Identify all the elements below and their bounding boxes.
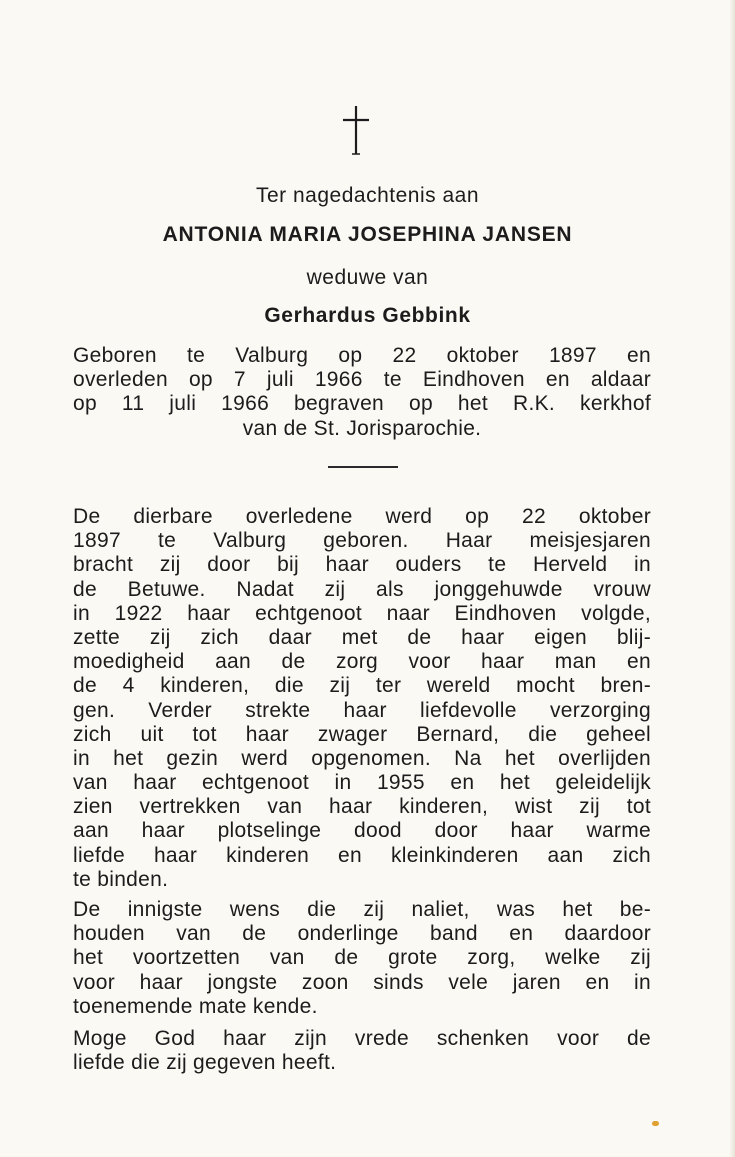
paragraph-line: gen. Verder strekte haar liefdevolle verzorging: [73, 698, 651, 722]
paragraph-line: zich uit tot haar zwager Bernard, die geheel: [73, 722, 651, 746]
paragraph-line: 1897 te Valburg geboren. Haar meisjesjaren: [73, 529, 651, 553]
birth-death-block: [73, 344, 651, 441]
biography-paragraph-1: [73, 505, 651, 892]
deceased-name: ANTONIA MARIA JOSEPHINA JANSEN: [162, 223, 573, 246]
paragraph-line: toenemende mate kende.: [73, 994, 318, 1018]
paragraph-line: in het gezin werd opgenomen. Na het overlijden: [73, 746, 651, 770]
paragraph-line: te binden.: [73, 867, 169, 891]
paragraph-line: houden van de onderlinge band en daardoor: [73, 922, 651, 946]
birth-line: Geboren te Valburg op 22 oktober 1897 en: [73, 344, 651, 367]
paragraph-line: De dierbare overledene werd op 22 oktober: [73, 505, 651, 528]
paragraph-line: liefde die zij gegeven heeft.: [73, 1051, 337, 1075]
paragraph-line: de 4 kinderen, die zij ter wereld mocht bren-: [73, 674, 651, 698]
paragraph-line: moedigheid aan de zorg voor haar man en: [73, 650, 651, 674]
paragraph-line: voor haar jongste zoon sinds vele jaren en in: [73, 970, 651, 994]
birth-line: op 11 juli 1966 begraven op het R.K. kerkhof: [73, 392, 651, 416]
intro-text: Ter nagedachtenis aan: [256, 184, 479, 207]
paragraph-line: de Betuwe. Nadat zij als jonggehuwde vrouw: [73, 577, 651, 601]
paragraph-line: bracht zij door bij haar ouders te Herveld in: [73, 553, 651, 577]
paragraph-line: De innigste wens die zij naliet, was het be-: [73, 898, 651, 921]
birth-line: overleden op 7 juli 1966 te Eindhoven en aldaar: [73, 368, 651, 392]
divider-rule: [328, 466, 398, 468]
cross-icon: [339, 104, 373, 156]
paragraph-line: in 1922 haar echtgenoot naar Eindhoven volgde,: [73, 601, 651, 625]
paragraph-line: liefde haar kinderen en kleinkinderen aan zich: [73, 843, 651, 867]
paragraph-line: zien vertrekken van haar kinderen, wist zij tot: [73, 795, 651, 819]
husband-name: Gerhardus Gebbink: [264, 304, 471, 327]
widow-of-text: weduwe van: [306, 266, 429, 289]
biography-paragraph-2: [73, 898, 651, 1019]
paragraph-line: het voortzetten van de grote zorg, welke zij: [73, 946, 651, 970]
ink-speck: [652, 1121, 659, 1126]
birth-line: van de St. Jorisparochie.: [242, 416, 482, 440]
prayer-paragraph: [73, 1027, 651, 1075]
paragraph-line: zette zij zich daar met de haar eigen blij-: [73, 625, 651, 649]
paragraph-line: aan haar plotselinge dood door haar warme: [73, 819, 651, 843]
paragraph-line: Moge God haar zijn vrede schenken voor de: [73, 1027, 651, 1050]
paragraph-line: van haar echtgenoot in 1955 en het geleidelijk: [73, 771, 651, 795]
